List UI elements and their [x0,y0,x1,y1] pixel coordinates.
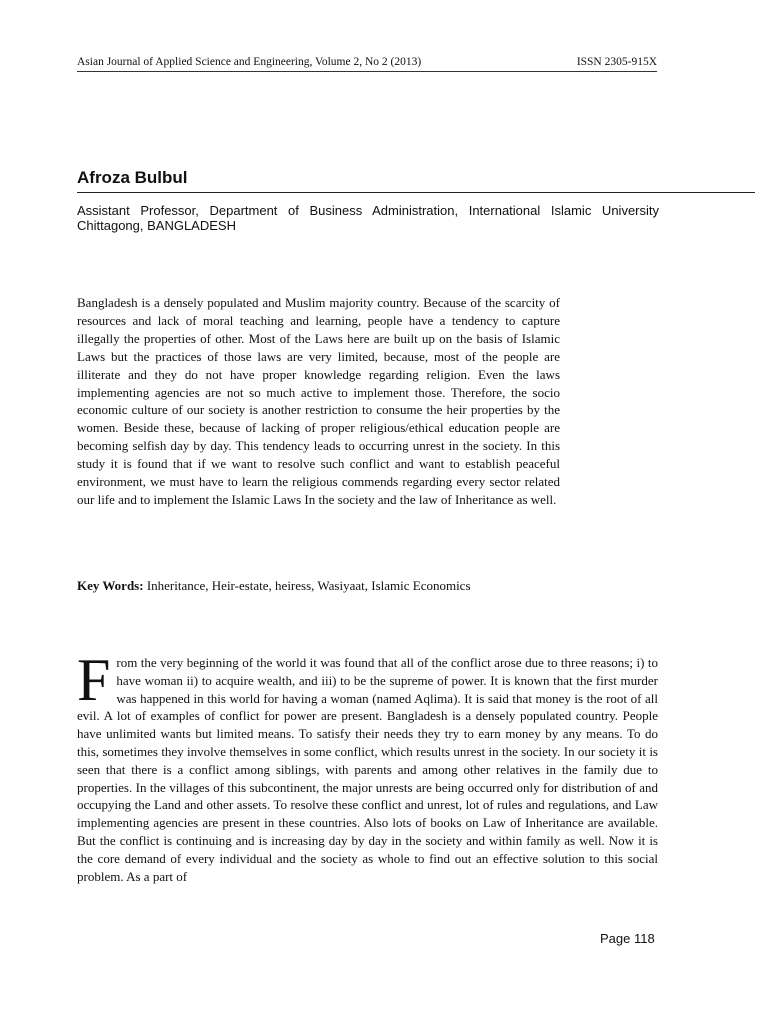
author-name: Afroza Bulbul [77,168,188,187]
drop-cap: F [77,647,111,713]
author-divider [77,192,755,193]
abstract-paragraph: Bangladesh is a densely populated and Muslim majority country. Because of the scarcity of resources and lack of moral teaching and learning, people have a tendency to capture illegally the properties of other. Most of the Laws here are built up on the basis of Islamic Laws but the practices of those laws are very limited, because, most of the people are illiterate and they do not have proper knowledge regarding religion. Even the laws implementing agencies are not so much active to implement those. Therefore, the socio economic culture of our society is another restriction to consume the heir properties by the women. Beside these, because of lacking of proper religious/ethical education people are becoming selfish day by day. This tendency leads to occurring unrest in the society. In this study it is found that if we want to resolve such conflict and want to establish peaceful environment, we must have to learn the religious commends regarding every sector related our life and to implement the Islamic Laws In the society and the law of Inheritance as well. [77,295,560,507]
issn: ISSN 2305-915X [576,56,657,68]
intro-paragraph [77,647,658,885]
keywords-text: Inheritance, Heir-estate, heiress, Wasiyaat, Islamic Economics [146,578,471,593]
keywords-label: Key Words: [77,578,144,593]
journal-title: Asian Journal of Applied Science and Engineering, Volume 2, No 2 (2013) [77,56,422,68]
running-header [77,55,657,72]
intro-text: rom the very beginning of the world it was found that all of the conflict arose due to three reasons; i) to have woman ii) to acquire wealth, and iii) to be the supreme of power. It is known that the first murder was happened in this world for having a woman (named Aqlima). It is said that money is the root of all evil. A lot of examples of conflict for power are present. Bangladesh is a densely populated country. People have unlimited wants but limited means. To satisfy their needs they try to earn money by any means. To do this, sometimes they involve themselves in some conflict, which results unrest in the society. In our society it is seen that there is a conflict among siblings, with parents and among other relatives in the family due to properties. In the villages of this subcontinent, the major unrests are being occurred only for distribution of and occupying the Land and other assets. To resolve these conflict and unrest, lot of rules and regulations, and Law implementing agencies are present in these countries. Also lots of books on Law of Inheritance are available. But the conflict is continuing and is increasing day by day in the society and within family as well. Now it is the core demand of every individual and the society as whole to find out an effective solution to this social problem. As a part of [77,655,658,884]
page-number: Page 118 [600,931,655,946]
author-affiliation: Assistant Professor, Department of Business Administration, International Islamic University Chittagong, BANGLADESH [77,203,659,233]
keywords [77,577,637,594]
